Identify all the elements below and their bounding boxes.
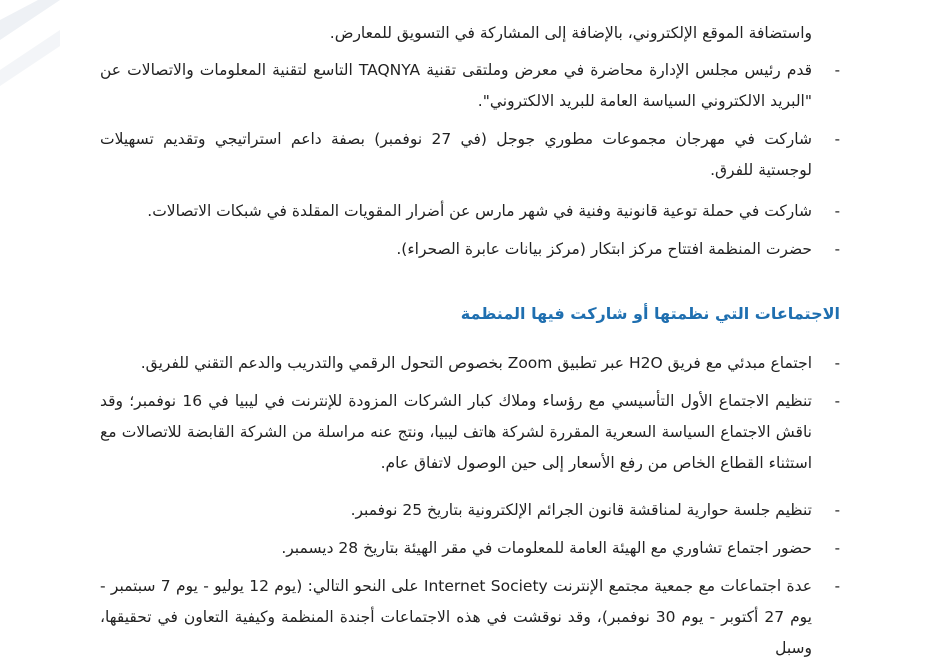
list-item — [100, 18, 840, 49]
list-item-text: واستضافة الموقع الإلكتروني، بالإضافة إلى المشاركة في التسويق للمعارض. — [329, 24, 812, 42]
list-item-text: قدم رئيس مجلس الإدارة محاضرة في معرض وملتقى تقنية TAQNYA التاسع لتقنية المعلومات والاتصالات عن "البريد الالكتروني السياسة العامة للبريد الالكتروني". — [100, 61, 812, 110]
list-bullet: - — [834, 539, 840, 557]
list-item — [100, 124, 840, 186]
list-bullet: - — [834, 240, 840, 258]
list-item-text: عدة اجتماعات مع جمعية مجتمع الإنترنت Internet Society على النحو التالي: (يوم 12 يوليو - يوم 7 سبتمبر - يوم 27 أكتوبر - يوم 30 نوفمبر)، وقد نوقشت في هذه الاجتماعات أجندة المنظمة وكيفية التعاون في تحقيقها، وسبل — [100, 577, 812, 657]
page-corner-decoration — [0, 0, 60, 640]
document-page — [100, 0, 840, 657]
list-item-text: اجتماع مبدئي مع فريق H2O عبر تطبيق Zoom بخصوص التحول الرقمي والتدريب والدعم التقني للفريق. — [140, 354, 812, 372]
list-item — [100, 348, 840, 379]
list-bullet: - — [834, 577, 840, 595]
list-bullet: - — [834, 130, 840, 148]
list-item — [100, 571, 840, 664]
list-item — [100, 386, 840, 479]
list-item — [100, 55, 840, 117]
list-item — [100, 234, 840, 265]
list-bullet: - — [834, 392, 840, 410]
list-bullet: - — [834, 61, 840, 79]
section-heading: الاجتماعات التي نظمتها أو شاركت فيها المنظمة — [460, 304, 840, 323]
list-item-text: شاركت في حملة توعية قانونية وفنية في شهر مارس عن أضرار المقويات المقلدة في شبكات الاتصالات. — [147, 202, 812, 220]
list-item-text: شاركت في مهرجان مجموعات مطوري جوجل (في 27 نوفمبر) بصفة داعم استراتيجي وتقديم تسهيلات لوجستية للفرق. — [100, 130, 812, 179]
list-item — [100, 196, 840, 227]
list-item — [100, 533, 840, 564]
list-item-text: حضور اجتماع تشاوري مع الهيئة العامة للمعلومات في مقر الهيئة بتاريخ 28 ديسمبر. — [281, 539, 812, 557]
list-bullet: - — [834, 202, 840, 220]
list-item-text: تنظيم جلسة حوارية لمناقشة قانون الجرائم الإلكترونية بتاريخ 25 نوفمبر. — [350, 501, 812, 519]
list-item — [100, 495, 840, 526]
list-item-text: حضرت المنظمة افتتاح مركز ابتكار (مركز بيانات عابرة الصحراء). — [396, 240, 812, 258]
list-bullet: - — [834, 501, 840, 519]
list-bullet: - — [834, 354, 840, 372]
list-item-text: تنظيم الاجتماع الأول التأسيسي مع رؤساء وملاك كبار الشركات المزودة للإنترنت في ليبيا في 16 نوفمبر؛ وقد ناقش الاجتماع السياسة السعرية المقررة لشركة هاتف ليبيا، ونتج عنه مراسلة من الشركة القابضة للاتصالات مع استثناء القطاع الخاص من رفع الأسعار إلى حين الوصول لاتفاق عام. — [100, 392, 812, 472]
